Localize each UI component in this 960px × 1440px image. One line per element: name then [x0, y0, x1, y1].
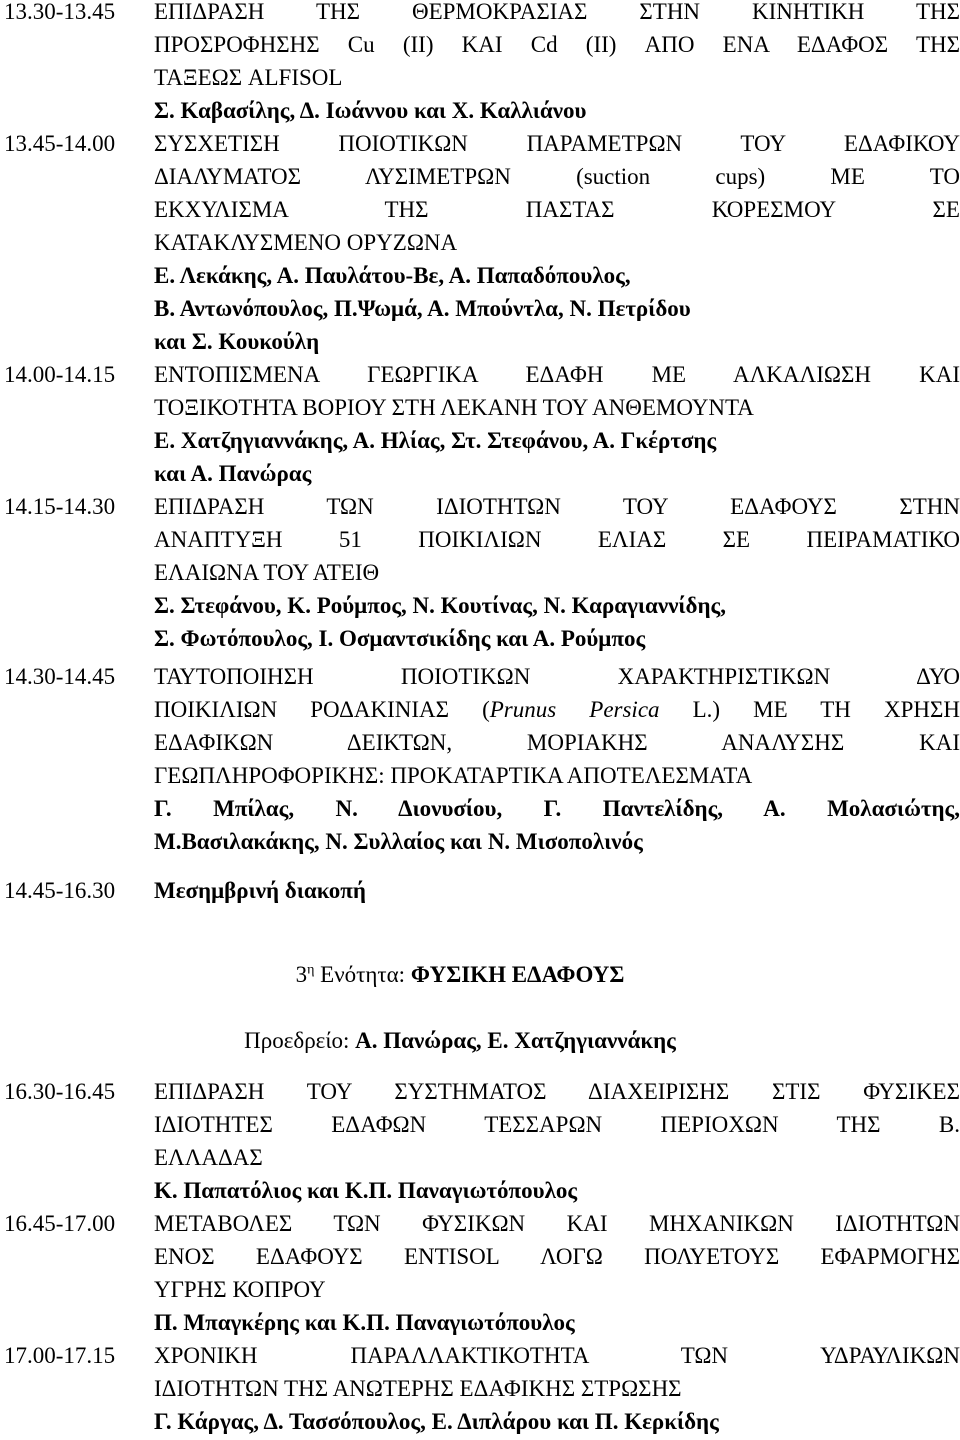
- entry-authors: [154, 792, 960, 858]
- chair-names: Α. Πανώρας, Ε. Χατζηγιαννάκης: [355, 1028, 676, 1053]
- title-line: ΕΔΑΦΙΚΩΝ ΔΕΙΚΤΩΝ, ΜΟΡΙΑΚΗΣ ΑΝΑΛΥΣΗΣ ΚΑΙ: [154, 730, 960, 755]
- entry-body: [154, 1207, 960, 1339]
- title-line: ΔΙΑΛΥΜΑΤΟΣ ΛΥΣΙΜΕΤΡΩΝ (suction cups) ΜΕ ΤΟ: [154, 164, 960, 189]
- entry-authors: [154, 589, 960, 655]
- author-line: Μ.Βασιλακάκης, Ν. Συλλαίος και Ν. Μισοπολινός: [154, 829, 643, 854]
- chair-label: Προεδρείο:: [244, 1028, 356, 1053]
- title-line: ΧΡΟΝΙΚΗ ΠΑΡΑΛΛΑΚΤΙΚΟΤΗΤΑ ΤΩΝ ΥΔΡΑΥΛΙΚΩΝ: [154, 1343, 960, 1368]
- title-line: ΥΓΡΗΣ ΚΟΠΡΟΥ: [154, 1277, 326, 1302]
- entry-time: 13.30-13.45: [4, 0, 116, 24]
- program-entry: [4, 358, 960, 490]
- title-line: ΕΚΧΥΛΙΣΜΑ ΤΗΣ ΠΑΣΤΑΣ ΚΟΡΕΣΜΟΥ ΣΕ: [154, 197, 960, 222]
- program-entry: [4, 127, 960, 358]
- title-line: ΤΑΥΤΟΠΟΙΗΣΗ ΠΟΙΟΤΙΚΩΝ ΧΑΡΑΚΤΗΡΙΣΤΙΚΩΝ ΔΥΟ: [154, 664, 960, 689]
- title-line: ΕΠΙΔΡΑΣΗ ΤΩΝ ΙΔΙΟΤΗΤΩΝ ΤΟΥ ΕΔΑΦΟΥΣ ΣΤΗΝ: [154, 494, 960, 519]
- title-line: ΙΔΙΟΤΗΤΩΝ ΤΗΣ ΑΝΩΤΕΡΗΣ ΕΔΑΦΙΚΗΣ ΣΤΡΩΣΗΣ: [154, 1376, 682, 1401]
- entry-title: [154, 660, 960, 792]
- title-text: L.) ΜΕ ΤΗ ΧΡΗΣΗ: [659, 697, 960, 722]
- entry-body: [154, 0, 960, 127]
- break-entry: [4, 874, 960, 907]
- title-line: ΓΕΩΠΛΗΡΟΦΟΡΙΚΗΣ: ΠΡΟΚΑΤΑΡΤΙΚΑ ΑΠΟΤΕΛΕΣΜΑΤΑ: [154, 763, 753, 788]
- entry-title: [154, 1075, 960, 1174]
- title-line: ΕΝΟΣ ΕΔΑΦΟΥΣ ENTISOL ΛΟΓΩ ΠΟΛΥΕΤΟΥΣ ΕΦΑΡΜΟΓΗΣ: [154, 1244, 960, 1269]
- program-entry: [4, 1207, 960, 1339]
- title-line: [154, 693, 960, 726]
- title-line: ΑΝΑΠΤΥΞΗ 51 ΠΟΙΚΙΛΙΩΝ ΕΛΙΑΣ ΣΕ ΠΕΙΡΑΜΑΤΙΚΟ: [154, 527, 960, 552]
- entry-time: 16.45-17.00: [4, 1211, 116, 1236]
- program-entry: [4, 1339, 960, 1438]
- entry-title: [154, 127, 960, 259]
- author-line: Σ. Καβασίλης, Δ. Ιωάννου και Χ. Καλλιάνου: [154, 98, 587, 123]
- entry-body: [154, 358, 960, 490]
- species-name: Prunus Persica: [489, 697, 660, 722]
- entry-authors: [154, 1405, 960, 1438]
- entry-time: 14.15-14.30: [4, 494, 116, 519]
- program-entry: [4, 490, 960, 655]
- entry-authors: [154, 1174, 960, 1207]
- title-line: ΕΠΙΔΡΑΣΗ ΤΗΣ ΘΕΡΜΟΚΡΑΣΙΑΣ ΣΤΗΝ ΚΙΝΗΤΙΚΗ ΤΗΣ: [154, 0, 960, 24]
- author-line: Σ. Φωτόπουλος, Ι. Οσμαντσικίδης και Α. Ρούμπος: [154, 626, 646, 651]
- title-line: ΕΛΑΙΩΝΑ ΤΟΥ ΑΤΕΙΘ: [154, 560, 380, 585]
- entry-time: 16.30-16.45: [4, 1079, 116, 1104]
- title-line: ΣΥΣΧΕΤΙΣΗ ΠΟΙΟΤΙΚΩΝ ΠΑΡΑΜΕΤΡΩΝ ΤΟΥ ΕΔΑΦΙΚΟΥ: [154, 131, 960, 156]
- program-entry: [4, 0, 960, 127]
- author-line: Σ. Στεφάνου, Κ. Ρούμπος, Ν. Κουτίνας, Ν. Καραγιαννίδης,: [154, 593, 726, 618]
- entry-authors: [154, 1306, 960, 1339]
- title-line: ΙΔΙΟΤΗΤΕΣ ΕΔΑΦΩΝ ΤΕΣΣΑΡΩΝ ΠΕΡΙΟΧΩΝ ΤΗΣ Β.: [154, 1112, 960, 1137]
- entry-body: [154, 660, 960, 858]
- section-heading: [0, 958, 920, 991]
- entry-authors: [154, 259, 960, 358]
- entry-time: 17.00-17.15: [4, 1343, 116, 1368]
- entry-time: 14.00-14.15: [4, 362, 116, 387]
- section-chairs: [0, 1024, 920, 1057]
- section-number: 3: [295, 962, 308, 987]
- author-line: Ε. Χατζηγιαννάκης, Α. Ηλίας, Στ. Στεφάνου, Α. Γκέρτσης: [154, 428, 717, 453]
- entry-title: [154, 0, 960, 94]
- author-line: και Σ. Κουκούλη: [154, 329, 320, 354]
- break-label: Μεσημβρινή διακοπή: [154, 878, 366, 903]
- author-line: Ε. Λεκάκης, Α. Παυλάτου-Βε, Α. Παπαδόπουλος,: [154, 263, 631, 288]
- title-text: ΠΟΙΚΙΛΙΩΝ ΡΟΔΑΚΙΝΙΑΣ (: [154, 697, 490, 722]
- entry-title: [154, 358, 960, 424]
- author-line: Γ. Κάργας, Δ. Τασσόπουλος, Ε. Διπλάρου και Π. Κερκίδης: [154, 1409, 719, 1434]
- title-line: ΕΠΙΔΡΑΣΗ ΤΟΥ ΣΥΣΤΗΜΑΤΟΣ ΔΙΑΧΕΙΡΙΣΗΣ ΣΤΙΣ ΦΥΣΙΚΕΣ: [154, 1079, 960, 1104]
- author-line: Π. Μπαγκέρης και Κ.Π. Παναγιωτόπουλος: [154, 1310, 575, 1335]
- break-time: 14.45-16.30: [4, 878, 116, 903]
- author-line: και Α. Πανώρας: [154, 461, 312, 486]
- entry-time: 13.45-14.00: [4, 131, 116, 156]
- entry-title: [154, 1339, 960, 1405]
- author-line: Γ. Μπίλας, Ν. Διονυσίου, Γ. Παντελίδης, Α. Μολασιώτης,: [154, 796, 960, 821]
- entry-body: [154, 1075, 960, 1207]
- program-entry: [4, 660, 960, 858]
- entry-body: [154, 490, 960, 655]
- entry-title: [154, 1207, 960, 1306]
- session-entries-part2: [4, 1075, 960, 1438]
- author-line: Κ. Παπατόλιος και Κ.Π. Παναγιωτόπουλος: [154, 1178, 578, 1203]
- entry-body: [154, 127, 960, 358]
- entry-time: 14.30-14.45: [4, 664, 116, 689]
- session-entries-part1: [4, 0, 960, 655]
- title-line: ΤΟΞΙΚΟΤΗΤΑ ΒΟΡΙΟΥ ΣΤΗ ΛΕΚΑΝΗ ΤΟΥ ΑΝΘΕΜΟΥΝΤΑ: [154, 395, 754, 420]
- title-line: ΚΑΤΑΚΛΥΣΜΕΝΟ ΟΡΥΖΩΝΑ: [154, 230, 458, 255]
- entry-title: [154, 490, 960, 589]
- entry-authors: [154, 94, 960, 127]
- title-line: ΠΡΟΣΡΟΦΗΣΗΣ Cu (II) ΚΑΙ Cd (II) ΑΠΟ ΕΝΑ ΕΔΑΦΟΣ ΤΗΣ: [154, 32, 960, 57]
- entry-authors: [154, 424, 960, 490]
- author-line: Β. Αντωνόπουλος, Π.Ψωμά, Α. Μπούντλα, Ν. Πετρίδου: [154, 296, 691, 321]
- title-line: ΜΕΤΑΒΟΛΕΣ ΤΩΝ ΦΥΣΙΚΩΝ ΚΑΙ ΜΗΧΑΝΙΚΩΝ ΙΔΙΟΤΗΤΩΝ: [154, 1211, 960, 1236]
- section-name: ΦΥΣΙΚΗ ΕΔΑΦΟΥΣ: [410, 962, 625, 987]
- title-line: ΕΛΛΑΔΑΣ: [154, 1145, 263, 1170]
- title-line: ΕΝΤΟΠΙΣΜΕΝΑ ΓΕΩΡΓΙΚΑ ΕΔΑΦΗ ΜΕ ΑΛΚΑΛΙΩΣΗ ΚΑΙ: [154, 362, 960, 387]
- section-prefix: Ενότητα:: [314, 962, 411, 987]
- program-entry: [4, 1075, 960, 1207]
- section-ordinal-suffix: η: [307, 962, 315, 978]
- entry-body: [154, 1339, 960, 1438]
- title-line: ΤΑΞΕΩΣ ALFISOL: [154, 65, 343, 90]
